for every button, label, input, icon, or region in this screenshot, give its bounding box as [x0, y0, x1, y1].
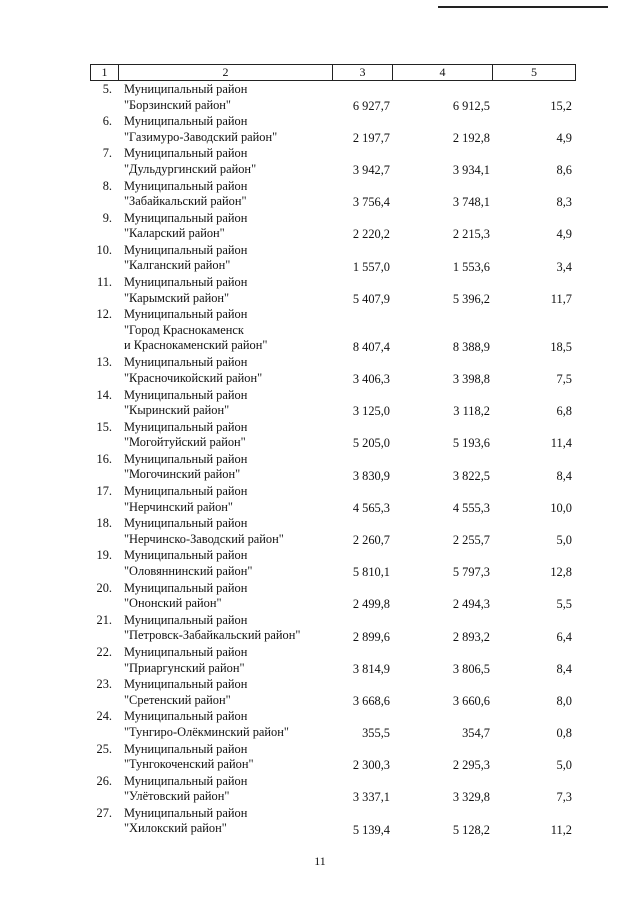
table-row [0, 211, 640, 243]
value-col-3: 3 830,9 [352, 468, 390, 483]
value-col-3: 3 814,9 [352, 661, 390, 676]
value-col-3: 2 499,8 [352, 597, 390, 612]
value-col-5: 11,4 [550, 436, 572, 451]
value-col-5: 15,2 [550, 98, 572, 113]
value-col-3: 3 942,7 [352, 163, 390, 178]
column-number-header [90, 64, 576, 81]
value-col-5: 5,5 [556, 597, 572, 612]
row-number: 5. [102, 82, 112, 96]
district-name: Муниципальный район "Нерчинско-Заводский район" [124, 516, 284, 546]
value-col-5: 10,0 [550, 500, 572, 515]
value-col-3: 3 756,4 [352, 195, 390, 210]
value-col-3: 2 197,7 [352, 130, 390, 145]
value-col-4: 8 388,9 [452, 339, 490, 354]
row-number: 20. [96, 580, 112, 595]
value-col-3: 5 407,9 [352, 291, 390, 306]
value-col-5: 8,4 [556, 661, 572, 676]
value-col-5: 8,0 [556, 693, 572, 708]
top-rule [438, 6, 608, 8]
row-number: 27. [96, 805, 112, 820]
value-col-5: 11,7 [550, 291, 572, 306]
page-number: 11 [314, 854, 326, 868]
row-number: 7. [102, 146, 112, 161]
district-name: Муниципальный район "Карымский район" [124, 275, 248, 305]
header-col-1: 1 [91, 65, 119, 80]
value-col-5: 5,0 [556, 758, 572, 773]
table-row [0, 420, 640, 452]
value-col-3: 3 668,6 [352, 693, 390, 708]
value-col-3: 2 899,6 [352, 629, 390, 644]
value-col-3: 1 557,0 [352, 259, 390, 274]
table-row [0, 806, 640, 838]
row-number: 9. [102, 210, 112, 225]
value-col-3: 6 927,7 [352, 98, 390, 113]
row-number: 12. [96, 307, 112, 322]
district-name: Муниципальный район "Улётовский район" [124, 773, 248, 804]
value-col-5: 12,8 [550, 565, 572, 580]
value-col-4: 4 555,3 [452, 500, 490, 515]
value-col-4: 2 494,3 [452, 597, 490, 612]
value-col-4: 6 912,5 [452, 98, 490, 113]
value-col-4: 1 553,6 [452, 259, 490, 274]
value-col-3: 3 337,1 [352, 790, 390, 805]
value-col-5: 7,5 [556, 372, 572, 386]
header-col-5: 5 [531, 65, 537, 79]
district-name: Муниципальный район "Могочинский район" [124, 451, 248, 482]
district-name: Муниципальный район "Дульдургинский район" [124, 146, 257, 176]
row-number: 13. [96, 355, 112, 370]
value-col-3: 5 139,4 [352, 822, 390, 837]
table-row [0, 307, 640, 355]
value-col-5: 6,4 [556, 629, 572, 644]
row-number: 23. [96, 677, 112, 692]
table-row [0, 275, 640, 307]
district-name: Муниципальный район "Красночикойский район" [124, 355, 263, 385]
value-col-5: 7,3 [556, 790, 572, 805]
value-col-4: 3 934,1 [452, 163, 490, 178]
value-col-5: 18,5 [550, 339, 572, 354]
value-col-4: 3 329,8 [452, 790, 490, 805]
value-col-5: 3,4 [556, 259, 572, 274]
table-row [0, 484, 640, 516]
district-name: Муниципальный район "Хилокский район" [124, 805, 248, 836]
table-row [0, 774, 640, 806]
table-row [0, 179, 640, 211]
value-col-5: 11,2 [550, 822, 572, 837]
row-number: 17. [96, 484, 112, 499]
header-col-2: 2 [119, 65, 333, 80]
district-name: Муниципальный район "Петровск-Забайкальский район" [124, 612, 301, 643]
value-col-4: 3 748,1 [452, 195, 490, 210]
header-col-4: 4 [393, 65, 493, 80]
value-col-5: 4,9 [556, 227, 572, 242]
value-col-5: 5,0 [556, 532, 572, 547]
value-col-4: 5 193,6 [452, 436, 490, 451]
header-col-3: 3 [333, 65, 393, 80]
table-row [0, 742, 640, 774]
row-number: 11. [96, 275, 112, 290]
value-col-5: 8,3 [556, 195, 572, 210]
value-col-4: 3 660,6 [452, 693, 490, 708]
value-col-4: 3 398,8 [452, 372, 490, 386]
value-col-3: 355,5 [362, 726, 390, 741]
value-col-5: 8,6 [556, 163, 572, 178]
value-col-4: 3 118,2 [453, 404, 490, 419]
value-col-3: 2 220,2 [352, 227, 390, 242]
table-row [0, 677, 640, 709]
value-col-4: 2 192,8 [452, 130, 490, 145]
value-col-4: 2 295,3 [452, 758, 490, 773]
value-col-3: 5 205,0 [352, 436, 390, 451]
district-table [0, 82, 640, 838]
value-col-4: 3 822,5 [452, 468, 490, 483]
row-number: 14. [96, 387, 112, 402]
district-name: Муниципальный район "Тунгокоченский район" [124, 741, 254, 772]
district-name: Муниципальный район "Каларский район" [124, 210, 248, 241]
district-name: Муниципальный район "Забайкальский район" [124, 178, 248, 209]
table-row [0, 82, 640, 114]
district-name: Муниципальный район "Борзинский район" [124, 82, 248, 112]
value-col-3: 4 565,3 [352, 500, 390, 515]
district-name: Муниципальный район "Газимуро-Заводский район" [124, 114, 278, 144]
row-number: 21. [96, 612, 112, 627]
district-name: Муниципальный район "Сретенский район" [124, 677, 248, 707]
district-name: Муниципальный район "Могойтуйский район" [124, 419, 248, 450]
table-row [0, 581, 640, 613]
table-row [0, 388, 640, 420]
value-col-3: 3 406,3 [352, 372, 390, 386]
value-col-4: 5 396,2 [452, 291, 490, 306]
value-col-4: 2 255,7 [452, 532, 490, 547]
row-number: 22. [96, 645, 112, 659]
table-row [0, 709, 640, 741]
row-number: 19. [96, 548, 112, 563]
district-name: Муниципальный район "Нерчинский район" [124, 484, 248, 514]
table-row [0, 243, 640, 275]
table-row [0, 146, 640, 178]
district-name: Муниципальный район "Кыринский район" [124, 387, 248, 417]
table-row [0, 548, 640, 580]
value-col-5: 6,8 [556, 404, 572, 419]
value-col-4: 5 128,2 [452, 822, 490, 837]
table-row [0, 516, 640, 548]
district-name: Муниципальный район "Приаргунский район" [124, 645, 248, 675]
district-name: Муниципальный район "Ононский район" [124, 580, 248, 611]
row-number: 24. [96, 709, 112, 724]
value-col-4: 5 797,3 [452, 565, 490, 580]
value-col-4: 3 806,5 [452, 661, 490, 676]
district-name: Муниципальный район "Город Краснокаменск и Краснокаменский район" [124, 307, 268, 353]
value-col-3: 3 125,0 [352, 404, 390, 419]
row-number: 18. [96, 516, 112, 531]
table-row [0, 452, 640, 484]
row-number: 26. [96, 773, 112, 788]
value-col-3: 2 260,7 [352, 532, 390, 547]
district-name: Муниципальный район "Тунгиро-Олёкминский район" [124, 709, 289, 739]
row-number: 6. [102, 114, 112, 129]
row-number: 15. [96, 419, 112, 434]
table-row [0, 355, 640, 387]
value-col-5: 8,4 [556, 468, 572, 483]
district-name: Муниципальный район "Калганский район" [124, 242, 248, 273]
value-col-4: 2 215,3 [452, 227, 490, 242]
table-row [0, 613, 640, 645]
row-number: 10. [96, 242, 112, 257]
value-col-4: 354,7 [462, 726, 490, 741]
table-row [0, 645, 640, 677]
value-col-4: 2 893,2 [452, 629, 490, 644]
table-row [0, 114, 640, 146]
value-col-3: 2 300,3 [352, 758, 390, 773]
value-col-5: 4,9 [556, 130, 572, 145]
value-col-3: 8 407,4 [352, 339, 390, 354]
row-number: 25. [96, 741, 112, 756]
district-name: Муниципальный район "Оловяннинский район" [124, 548, 253, 578]
row-number: 16. [96, 451, 112, 466]
value-col-3: 5 810,1 [352, 565, 390, 580]
row-number: 8. [102, 178, 112, 193]
value-col-5: 0,8 [556, 726, 572, 741]
